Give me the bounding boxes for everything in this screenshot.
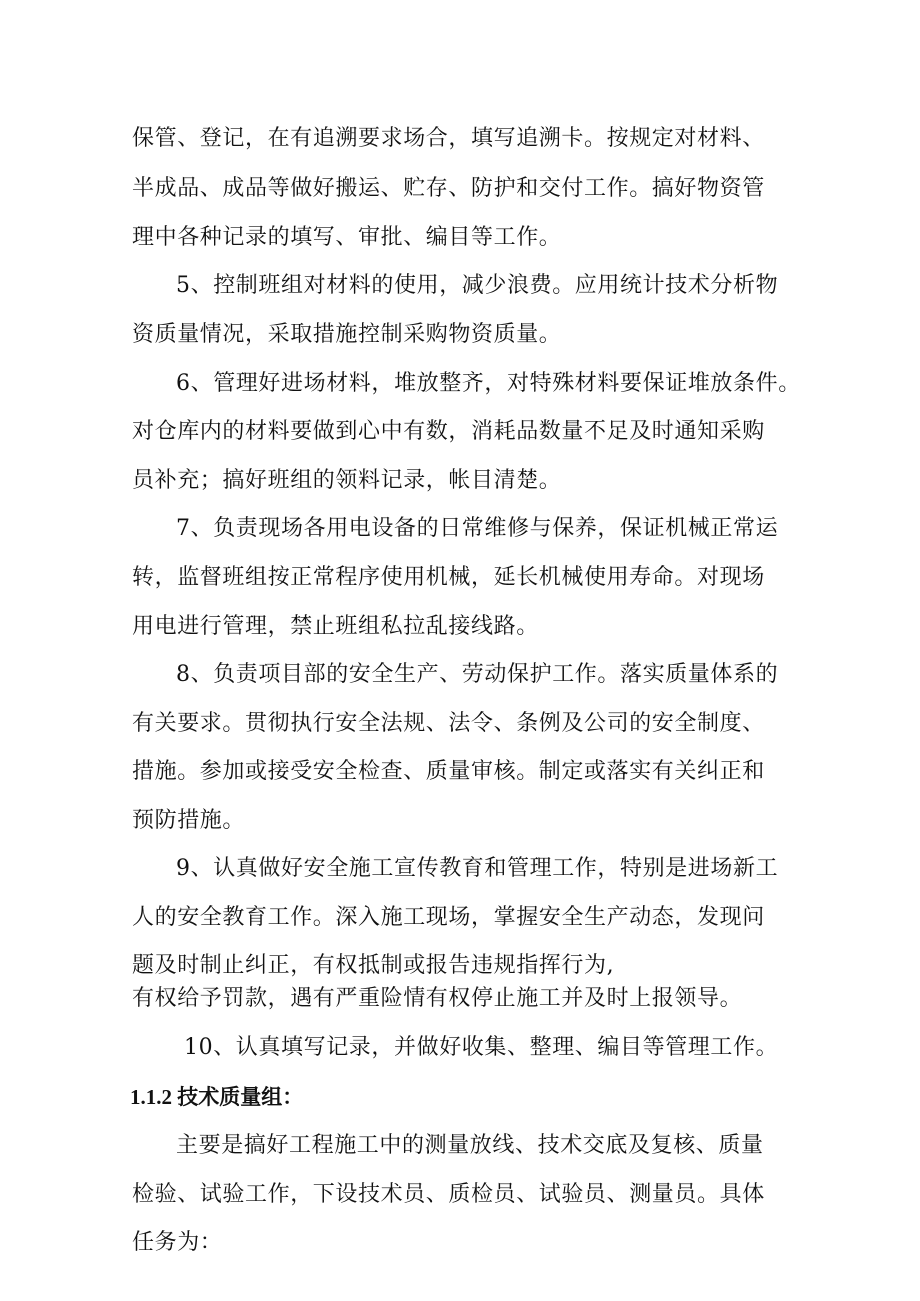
paragraph-line: 措施。参加或接受安全检查、质量审核。制定或落实有关纠正和 [132,759,765,784]
paragraph-line: 9、认真做好安全施工宣传教育和管理工作，特别是进场新工 [176,856,779,881]
paragraph-line: 用电进行管理，禁止班组私拉乱接线路。 [132,614,539,639]
paragraph-line: 5、控制班组对材料的使用，减少浪费。应用统计技术分析物 [176,273,779,298]
paragraph-line: 保管、登记，在有追溯要求场合，填写追溯卡。按规定对材料、 [132,126,765,151]
paragraph-line: 资质量情况，采取措施控制采购物资质量。 [132,322,562,347]
paragraph-line: 有权给予罚款，遇有严重险情有权停止施工并及时上报领导。 [132,986,743,1011]
paragraph-line: 对仓库内的材料要做到心中有数，消耗品数量不足及时通知采购 [132,419,765,444]
paragraph-line: 6、管理好进场材料，堆放整齐，对特殊材料要保证堆放条件。 [176,371,801,396]
section-heading: 1.1.2 技术质量组： [130,1085,304,1109]
paragraph-line: 7、负责现场各用电设备的日常维修与保养，保证机械正常运 [176,516,779,541]
paragraph-line: 主要是搞好工程施工中的测量放线、技术交底及复核、质量 [176,1133,764,1158]
paragraph-line: 10、认真填写记录，并做好收集、整理、编目等管理工作。 [184,1035,779,1060]
paragraph-line: 检验、试验工作，下设技术员、质检员、试验员、测量员。具体 [132,1182,765,1207]
paragraph-line: 预防措施。 [132,808,246,833]
paragraph-line: 员补充；搞好班组的领料记录，帐目清楚。 [132,468,562,493]
paragraph-line: 任务为： [132,1230,223,1255]
paragraph-line: 人的安全教育工作。深入施工现场，掌握安全生产动态，发现问 [132,905,765,930]
paragraph-line: 半成品、成品等做好搬运、贮存、防护和交付工作。搞好物资管 [132,176,765,201]
paragraph-line: 有关要求。贯彻执行安全法规、法令、条例及公司的安全制度、 [132,711,765,736]
paragraph-line: 8、负责项目部的安全生产、劳动保护工作。落实质量体系的 [176,662,779,687]
paragraph-line: 转，监督班组按正常程序使用机械，延长机械使用寿命。对现场 [132,565,765,590]
paragraph-line: 理中各种记录的填写、审批、编目等工作。 [132,225,562,250]
paragraph-line: 题及时制止纠正，有权抵制或报告违规指挥行为, [132,953,615,978]
